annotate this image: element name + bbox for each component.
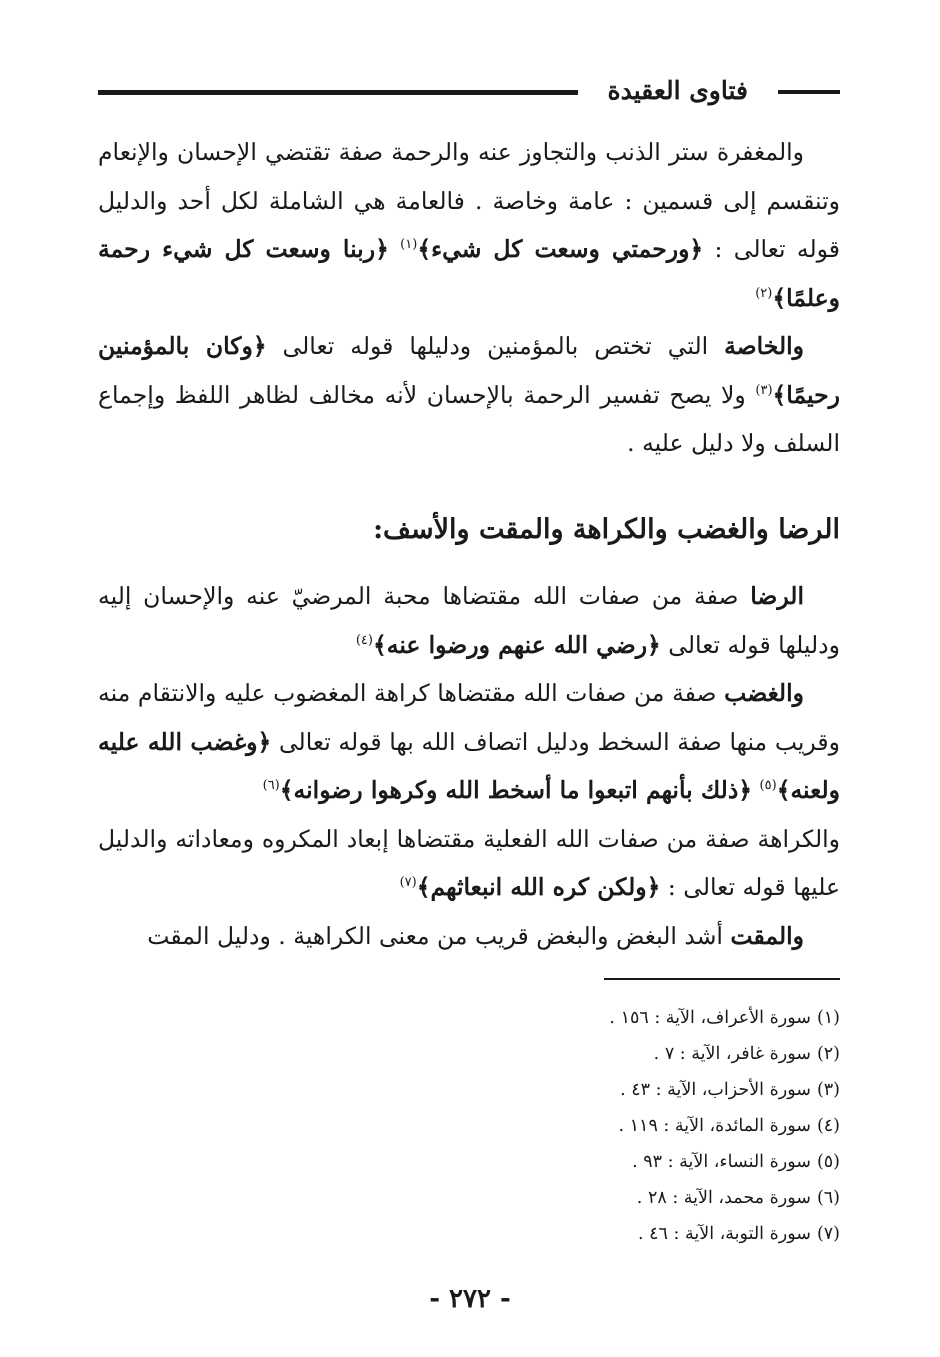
footnote-ref: (٢) [755, 285, 773, 301]
paragraph-pleasure [98, 572, 840, 669]
paragraph-dislike [98, 815, 840, 912]
header-rule [98, 90, 578, 95]
running-header [98, 74, 840, 110]
paragraph-text: ولا يصح تفسير الرحمة بالإحسان لأنه مخالف لظاهر اللفظ وإجماع السلف ولا دليل عليه . [98, 380, 840, 457]
quran-quote: ﴿وكان بالمؤمنين رحيمًا﴾ [98, 332, 840, 409]
lead-word: والغضب [724, 679, 804, 707]
footnote-number: (١) [816, 1008, 840, 1028]
footnote-ref: (٤) [355, 632, 373, 648]
body-text-bottom [98, 572, 840, 960]
header-title: فتاوى العقيدة [607, 76, 748, 105]
footnote-number: (٣) [816, 1080, 840, 1100]
paragraph-mercy [98, 128, 840, 322]
footnote-number: (٧) [816, 1224, 840, 1244]
quran-quote: ﴿ذلك بأنهم اتبعوا ما أسخط الله وكرهوا رضوانه﴾ [279, 776, 753, 804]
footnote-ref: (٣) [755, 382, 773, 398]
footnote-text: سورة التوبة، الآية : ٤٦ . [638, 1224, 811, 1244]
footnote-ref: (٧) [399, 875, 417, 891]
footnote [340, 1036, 840, 1072]
footnote-text: سورة محمد، الآية : ٢٨ . [636, 1188, 811, 1208]
footnote [340, 1180, 840, 1216]
quran-quote: ﴿وغضب الله عليه ولعنه﴾ [98, 727, 840, 804]
paragraph-text: صفة من صفات الله مقتضاها كراهة المغضوب عليه والانتقام منه وقريب منها صفة السخط ودليل اتصاف الله بها قوله تعالى [98, 679, 840, 756]
paragraph-text: أشد البغض والبغض قريب من معنى الكراهية . ودليل المقت [147, 921, 723, 950]
footnote-separator [604, 978, 840, 980]
footnote-text: سورة الأعراف، الآية : ١٥٦ . [609, 1008, 811, 1028]
footnote-text: سورة المائدة، الآية : ١١٩ . [618, 1116, 811, 1136]
footnote [340, 1216, 840, 1252]
footnote-number: (٢) [816, 1044, 840, 1064]
lead-word: والخاصة [724, 332, 804, 360]
quran-quote: ﴿رضي الله عنهم ورضوا عنه﴾ [372, 630, 661, 659]
page-number: - ٢٧٢ - [429, 1284, 511, 1314]
footnote [340, 1144, 840, 1180]
footnote-number: (٤) [816, 1116, 840, 1136]
paragraph-hatred [98, 912, 840, 961]
footnote-ref: (١) [400, 237, 418, 253]
footnote-ref: (٦) [262, 778, 280, 794]
paragraph-text: والمغفرة ستر الذنب والتجاوز عنه والرحمة صفة تقتضي الإحسان والإنعام وتنقسم إلى قسمين : عامة وخاصة . فالعامة هي الشاملة لكل أحد والدليل قوله تعالى : [98, 138, 840, 263]
footnote-text: سورة الأحزاب، الآية : ٤٣ . [620, 1080, 811, 1100]
paragraph-anger [98, 669, 840, 815]
footnote-number: (٥) [816, 1152, 840, 1172]
section-heading: الرضا والغضب والكراهة والمقت والأسف: [373, 514, 840, 545]
footnote [340, 1072, 840, 1108]
paragraph-text: التي تختص بالمؤمنين ودليلها قوله تعالى [282, 332, 709, 360]
quran-quote: ﴿ورحمتي وسعت كل شيء﴾ [417, 235, 704, 263]
quran-quote: ﴿ولكن كره الله انبعاثهم﴾ [416, 873, 661, 901]
paragraph-special-mercy [98, 322, 840, 468]
lead-word: الرضا [750, 582, 804, 610]
paragraph-text: والكراهة صفة من صفات الله الفعلية مقتضاها إبعاد المكروه ومعاداته والدليل عليها قوله تعالى : [98, 824, 840, 901]
footnote [340, 1108, 840, 1144]
footnote-ref: (٥) [759, 778, 777, 794]
footnote-text: سورة غافر، الآية : ٧ . [653, 1044, 811, 1064]
body-text-top [98, 128, 840, 468]
header-dash [778, 90, 840, 94]
footnote-number: (٦) [816, 1188, 840, 1208]
footnotes [340, 1000, 840, 1252]
footnote-text: سورة النساء، الآية : ٩٣ . [632, 1152, 811, 1172]
paragraph-text: صفة من صفات الله مقتضاها محبة المرضيّ عنه والإحسان إليه ودليلها قوله تعالى [98, 582, 840, 659]
footnote [340, 1000, 840, 1036]
quran-quote: ﴿ربنا وسعت كل شيء رحمة وعلمًا﴾ [98, 235, 840, 312]
lead-word: والمقت [730, 921, 804, 950]
